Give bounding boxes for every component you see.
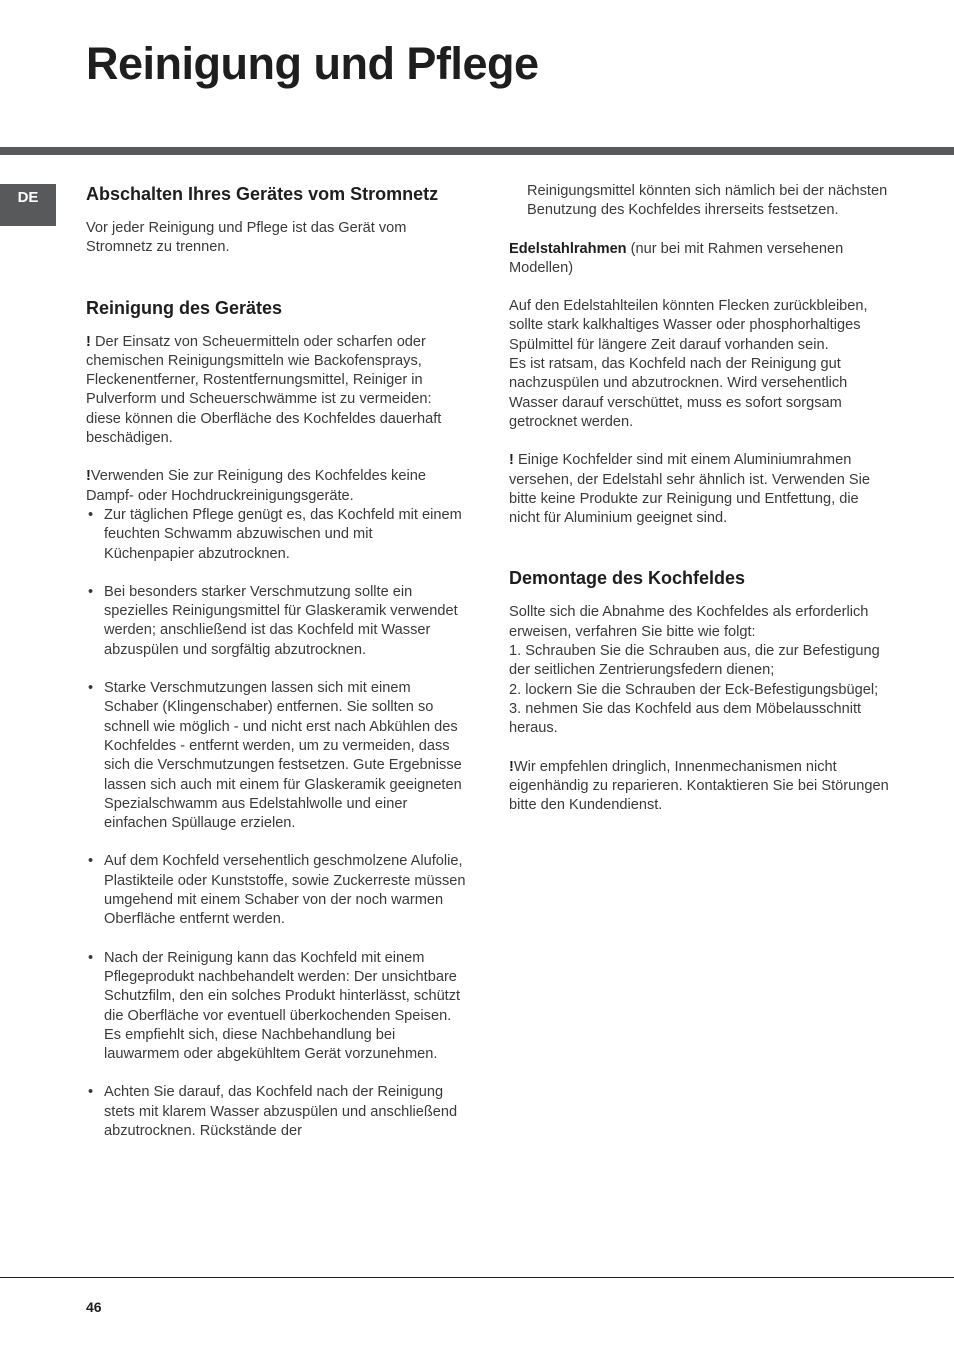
frame-term: Edelstahlrahmen: [509, 240, 627, 257]
list-item: • Starke Verschmutzungen lassen sich mit einem Schaber (Klingenschaber) entfernen. Sie sollten so schnell wie möglich - und nicht erst nach Abkühlen des Kochfeldes - entfernt werden, um zu vermeiden, dass sich die Verschmutzungen festsetzen. Gute Ergebnisse lassen sich auch mit einem für Glaskeramik geeigneten Spezialschwamm aus Edelstahlwolle und einer einfachen Spüllauge erzielen.: [86, 679, 466, 833]
warning-abrasives: [86, 333, 466, 449]
paragraph-power-off: Vor jeder Reinigung und Pflege ist das Gerät vom Stromnetz zu trennen.: [86, 220, 407, 256]
warning-text: Wir empfehlen dringlich, Innenmechanismen nicht eigenhändig zu reparieren. Kontaktieren Sie bei Störungen bitte den Kundendienst.: [509, 758, 889, 814]
dismount-step-3: 3. nehmen Sie das Kochfeld aus dem Möbelausschnitt heraus.: [509, 700, 862, 737]
page-number: 46: [86, 1299, 102, 1315]
warning-icon: !: [86, 468, 91, 485]
warning-text: Verwenden Sie zur Reinigung des Kochfeldes keine Dampf- oder Hochdruckreinigungsgeräte.: [86, 468, 426, 504]
header-divider: [0, 147, 954, 155]
left-column: [86, 182, 466, 1141]
page-title: Reinigung und Pflege: [86, 38, 539, 89]
paragraph-rinse-advice: Es ist ratsam, das Kochfeld nach der Reinigung gut nachzuspülen und abzutrocknen. Wird versehentlich Wasser darauf verschüttet, muss es sofort sorgsam getrocknet werden.: [509, 356, 848, 430]
dismount-step-1: 1. Schrauben Sie die Schrauben aus, die zur Befestigung der seitlichen Zentrierungsfedern dienen;: [509, 643, 880, 679]
warning-steam-cleaners: [86, 467, 466, 506]
right-column: [509, 182, 889, 815]
frame-note: (nur bei mit Rahmen versehenen Modellen): [509, 240, 844, 276]
warning-text: Der Einsatz von Scheuermitteln oder scharfen oder chemischen Reinigungsmitteln wie Backofensprays, Fleckenentferner, Rostentfernungsmittel, Reiniger in Pulverform und Scheuerschwämme ist zu vermeiden: diese können die Oberfläche des Kochfeldes dauerhaft beschädigen.: [86, 333, 442, 447]
paragraph-stainless-stains: Auf den Edelstahlteilen könnten Flecken zurückbleiben, sollte stark kalkhaltiges Wasser oder phosphorhaltiges Spülmittel für längere Zeit darauf vorhanden sein.: [509, 298, 868, 353]
bullet-continuation: Reinigungsmittel könnten sich nämlich bei der nächsten Benutzung des Kochfeldes ihrerseits festsetzen.: [527, 183, 888, 219]
paragraph-dismount-intro: Sollte sich die Abnahme des Kochfeldes als erforderlich erweisen, verfahren Sie bitte wie folgt:: [509, 604, 869, 640]
list-item: • Achten Sie darauf, das Kochfeld nach der Reinigung stets mit klarem Wasser abzuspülen und anschließend abzutrocknen. Rückstände der: [86, 1083, 466, 1141]
section-heading-cleaning: Reinigung des Gerätes: [86, 297, 283, 318]
footer-divider: [0, 1277, 954, 1278]
language-tab: DE: [0, 184, 56, 226]
warning-aluminium-frame: [509, 451, 889, 528]
warning-icon: !: [509, 452, 514, 469]
list-item: • Bei besonders starker Verschmutzung sollte ein spezielles Reinigungsmittel für Glaskeramik verwendet werden; anschließend ist das Kochfeld mit Wasser abzuspülen und sorgfältig abzutrocknen.: [86, 583, 466, 660]
dismount-step-2: 2. lockern Sie die Schrauben der Eck-Befestigungsbügel;: [509, 681, 879, 698]
section-heading-power-off: Abschalten Ihres Gerätes vom Stromnetz: [86, 184, 439, 204]
list-item: • Zur täglichen Pflege genügt es, das Kochfeld mit einem feuchten Schwamm abzuwischen und mit Küchenpapier abzutrocknen.: [86, 506, 466, 564]
warning-icon: !: [86, 333, 91, 350]
warning-text: Einige Kochfelder sind mit einem Aluminiumrahmen versehen, der Edelstahl sehr ähnlich ist. Verwenden Sie bitte keine Produkte zur Reinigung und Entfettung, die nicht für Aluminium geeignet sind.: [509, 452, 871, 527]
list-item: • Auf dem Kochfeld versehentlich geschmolzene Alufolie, Plastikteile oder Kunststoffe, sowie Zuckerreste müssen umgehend mit einem Schaber von der noch warmen Oberfläche entfernt werden.: [86, 852, 466, 929]
frame-heading: [509, 240, 889, 279]
cleaning-tips-list: [86, 506, 466, 1141]
list-item: • Nach der Reinigung kann das Kochfeld mit einem Pflegeprodukt nachbehandelt werden: Der unsichtbare Schutzfilm, den ein solches Produkt hinterlässt, schützt die Oberfläche vor eventuell überkochenden Speisen. Es empfiehlt sich, diese Nachbehandlung bei lauwarmem oder abgekühltem Gerät vorzunehmen.: [86, 949, 466, 1065]
warning-icon: !: [509, 758, 514, 775]
section-heading-dismount: Demontage des Kochfeldes: [509, 568, 746, 589]
warning-repairs: [509, 758, 889, 816]
